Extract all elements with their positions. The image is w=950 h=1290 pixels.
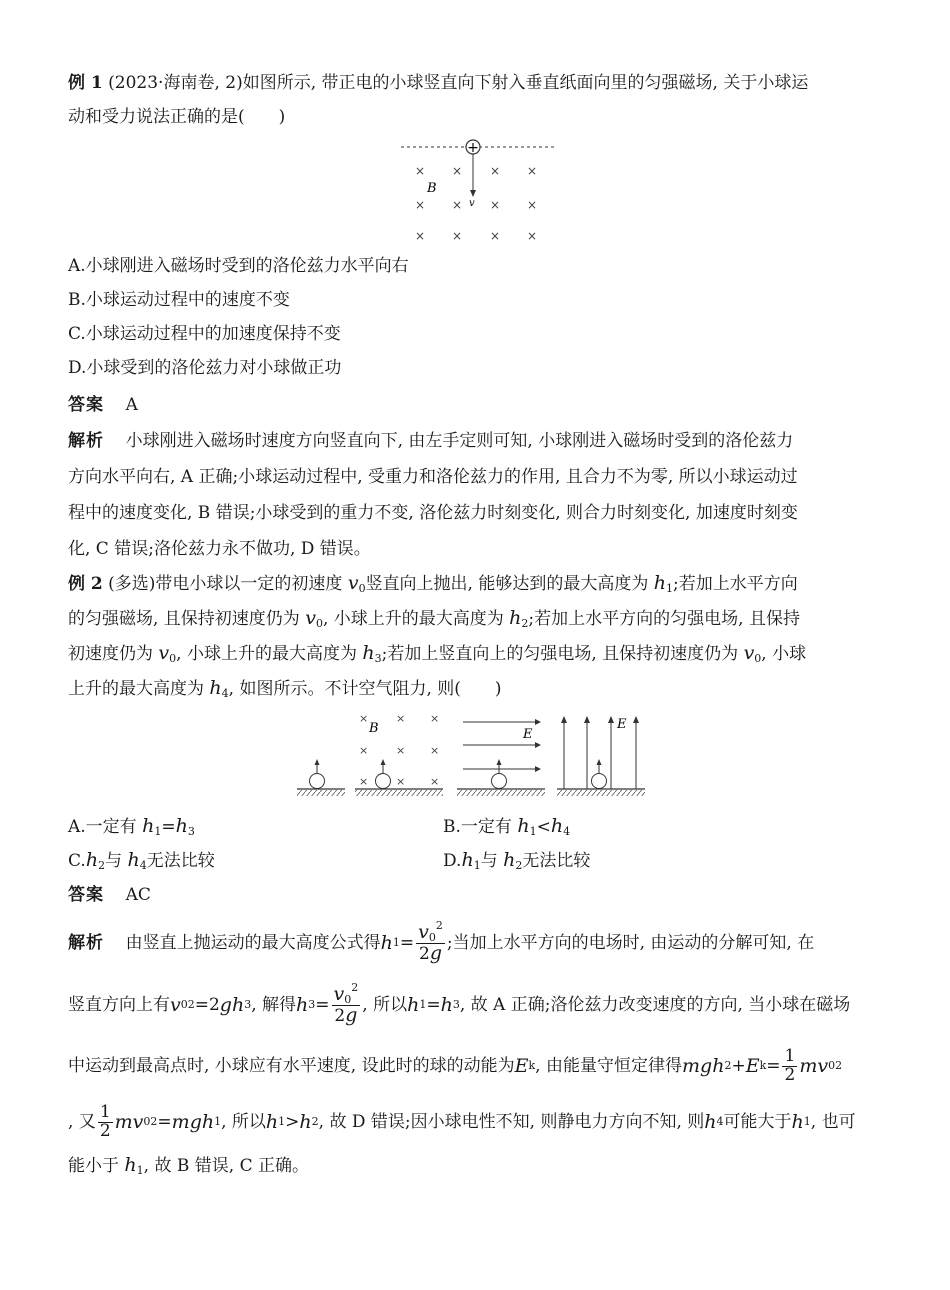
cross: × — [452, 198, 463, 212]
analysis-label: 解析 — [68, 933, 104, 953]
analysis-text: , 所以 — [221, 1112, 266, 1132]
sub: 3 — [187, 825, 195, 838]
var: h — [265, 1111, 279, 1133]
ex2-option-b — [443, 809, 570, 844]
cross: × — [490, 198, 501, 212]
var: v — [170, 994, 181, 1016]
cross: × — [396, 712, 406, 725]
analysis-label: 解析 — [68, 431, 104, 451]
sub: 1 — [136, 1164, 144, 1177]
var: h — [653, 572, 667, 594]
opt-text: B.一定有 — [443, 817, 518, 837]
fraction — [332, 980, 361, 1026]
ex1-option-c: C.小球运动过程中的加速度保持不变 — [68, 324, 341, 344]
den-num: 2 — [334, 1005, 346, 1026]
cross: × — [490, 164, 501, 178]
sub: 4 — [221, 687, 229, 700]
ex2-stem-4 — [68, 671, 880, 706]
stem-text: 上升的最大高度为 — [68, 679, 210, 699]
sub: 2 — [515, 859, 523, 872]
frac-den: 2 — [784, 1064, 796, 1085]
answer-label: 答案 — [68, 885, 104, 905]
frac-num: 1 — [99, 1101, 111, 1122]
ex1-option-b: B.小球运动过程中的速度不变 — [68, 290, 290, 310]
analysis-text: =2 — [194, 995, 220, 1015]
var: m — [681, 1055, 701, 1077]
analysis-text: , 故 B 错误, C 正确。 — [143, 1156, 309, 1176]
ex2-option-a — [68, 809, 195, 844]
op: = — [315, 995, 330, 1015]
analysis-text: , 故 D 错误;因小球电性不知, 则静电力方向不知, 则 — [318, 1112, 705, 1132]
ex1-stem-line1: 如图所示, 带正电的小球竖直向下射入垂直纸面向里的匀强磁场, 关于小球运 — [242, 73, 809, 93]
e-label: E — [617, 717, 627, 732]
stem-text: 初速度仍为 — [68, 644, 159, 664]
var: v — [132, 1111, 144, 1133]
answer-value: A — [125, 395, 138, 415]
velocity-arrow — [470, 190, 476, 197]
charge-symbol: + — [467, 140, 479, 156]
analysis-text: 竖直方向上有 — [68, 995, 170, 1015]
e-label: E — [523, 727, 533, 742]
cross: × — [527, 164, 538, 178]
var: h — [175, 815, 188, 837]
cross: × — [396, 744, 406, 757]
sub: 3 — [374, 652, 382, 665]
var: v — [158, 642, 170, 664]
ex2-stem-1 — [68, 566, 880, 601]
stem-text: ;若加上竖直向上的匀强电场, 且保持初速度仍为 — [381, 644, 744, 664]
analysis-text: , 所以 — [362, 995, 408, 1015]
field-crosses — [415, 164, 537, 243]
var: g — [700, 1055, 713, 1077]
opt-rel: < — [536, 817, 551, 837]
analysis-text: , 故 A 正确;洛伦兹力改变速度的方向, 当小球在磁场 — [459, 995, 851, 1015]
analysis-text: 能小于 — [68, 1156, 125, 1176]
opt-text: C. — [68, 851, 86, 871]
ex2-analysis-2: 竖直方向上有 v 0 2 =2 g h 3 , 解得 h 3 = $\frac{v_0^2}{2g}$ , 所以 h 1 = h 3 , 故 A 正确;洛伦兹力改变速度的方向, 当小球在磁场 — [68, 980, 851, 1026]
ex1-analysis-2: 方向水平向右, A 正确;小球运动过程中, 受重力和洛伦兹力的作用, 且合力不为零, 所以小球运动过 — [68, 467, 798, 487]
analysis-text: 可能大于 — [723, 1112, 792, 1132]
ex2-answer — [68, 878, 880, 912]
ex2-figure — [295, 708, 655, 800]
fraction — [416, 918, 445, 964]
analysis-text: 由竖直上抛运动的最大高度公式得 — [125, 933, 381, 953]
var: m — [799, 1055, 818, 1077]
opt-text: A.一定有 — [68, 817, 143, 837]
var: h — [201, 1111, 215, 1133]
var: h — [407, 994, 420, 1016]
stem-text: , 小球上升的最大高度为 — [322, 609, 510, 629]
ex1-label: 例 1 — [68, 73, 103, 93]
frac-den: 2 — [99, 1120, 111, 1141]
var: h — [440, 994, 453, 1016]
var: h — [296, 994, 309, 1016]
ex2-label: 例 2 — [68, 574, 103, 594]
var: h — [127, 849, 140, 871]
ex2-option-c — [68, 843, 215, 878]
op: = — [399, 933, 415, 953]
sub: 2 — [98, 859, 106, 872]
var: h — [124, 1154, 137, 1176]
ex1-stem-2 — [68, 100, 880, 134]
cross: × — [527, 198, 538, 212]
var: E — [514, 1055, 529, 1077]
cross: × — [415, 229, 426, 243]
sub: 1 — [529, 825, 537, 838]
sub: 0 — [169, 652, 177, 665]
frac-num: 1 — [784, 1045, 796, 1066]
ex2-stem-2 — [68, 601, 880, 636]
cross: × — [430, 775, 440, 788]
var: v — [305, 607, 316, 629]
cross: × — [490, 229, 501, 243]
den-num: 2 — [418, 943, 430, 964]
var: h — [209, 677, 222, 699]
var: v — [817, 1055, 829, 1077]
stem-text: , 如图所示。不计空气阻力, 则( ) — [228, 679, 502, 699]
fraction — [98, 1101, 113, 1141]
var: g — [429, 941, 442, 964]
sup: 2 — [351, 980, 359, 994]
var: h — [299, 1111, 312, 1133]
var: h — [712, 1055, 725, 1077]
var: m — [171, 1111, 190, 1133]
analysis-text: 小球刚进入磁场时速度方向竖直向下, 由左手定则可知, 小球刚进入磁场时受到的洛伦兹力 — [125, 431, 794, 451]
var: h — [362, 642, 375, 664]
b-label: B — [427, 181, 437, 196]
sub: 0 — [754, 652, 762, 665]
stem-text: ;若加上水平方向 — [673, 574, 798, 594]
analysis-text: , 又 — [68, 1112, 96, 1132]
opt-text: 无法比较 — [146, 851, 215, 871]
answer-label: 答案 — [68, 395, 104, 415]
sub: 4 — [563, 825, 571, 838]
ex1-figure — [395, 135, 560, 250]
ex1-answer — [68, 388, 880, 422]
cross: × — [359, 712, 369, 725]
ex1-source: (2023·海南卷, 2) — [108, 73, 243, 93]
cross: × — [430, 712, 440, 725]
sub: 0 — [358, 582, 366, 595]
analysis-text: , 解得 — [251, 995, 297, 1015]
answer-value: AC — [125, 885, 151, 905]
op: = — [766, 1056, 781, 1076]
ex1-option-a: A.小球刚进入磁场时受到的洛伦兹力水平向右 — [68, 256, 409, 276]
stem-text: , 小球 — [761, 644, 807, 664]
var: v — [333, 982, 345, 1005]
sub: 0 — [315, 617, 323, 630]
var: g — [189, 1111, 202, 1133]
var: h — [517, 815, 530, 837]
stem-text: 带电小球以一定的初速度 — [155, 574, 348, 594]
ex2-analysis-3: 中运动到最高点时, 小球应有水平速度, 设此时的球的动能为 E k , 由能量守恒定律得 m g h 2 + E k = $\frac{1}{2}$ m v 0 2 — [68, 1045, 843, 1085]
v-label: v — [469, 198, 475, 209]
var: g — [219, 994, 232, 1016]
var: h — [704, 1111, 717, 1133]
var: h — [791, 1111, 804, 1133]
ex1-analysis-3: 程中的速度变化, B 错误;小球受到的重力不变, 洛伦兹力时刻变化, 则合力时刻变化, 加速度时刻变 — [68, 503, 798, 523]
cross: × — [527, 229, 538, 243]
ex1-option-d: D.小球受到的洛伦兹力对小球做正功 — [68, 358, 342, 378]
sub: 1 — [666, 582, 674, 595]
opt-text: 与 — [480, 851, 504, 871]
var: h — [85, 849, 99, 871]
analysis-text: , 由能量守恒定律得 — [535, 1056, 682, 1076]
cross: × — [396, 775, 406, 788]
analysis-text: 中运动到最高点时, 小球应有水平速度, 设此时的球的动能为 — [68, 1056, 515, 1076]
var: h — [509, 607, 522, 629]
ex2-tag: (多选) — [108, 574, 156, 594]
opt-text: D. — [443, 851, 462, 871]
var: h — [142, 815, 155, 837]
opt-text: 与 — [105, 851, 128, 871]
var: g — [345, 1003, 358, 1026]
sup: 2 — [435, 918, 443, 932]
analysis-text: , 也可 — [810, 1112, 856, 1132]
cross: × — [415, 198, 426, 212]
cross: × — [452, 229, 463, 243]
cross: × — [452, 164, 463, 178]
stem-text: ;若加上水平方向的匀强电场, 且保持 — [528, 609, 800, 629]
panel-horizontal-field — [457, 719, 545, 796]
op: + — [731, 1056, 746, 1076]
var: h — [380, 932, 393, 954]
cross: × — [359, 775, 369, 788]
panel-plain — [297, 759, 345, 796]
ex2-analysis-4: , 又 $\frac{1}{2}$ m v 0 2 = m g h 1 , 所以 h 1 > h 2 , 故 D 错误;因小球电性不知, 则静电力方向不知, 则 h 4 可能大于 h 1 , 也可 — [68, 1101, 856, 1141]
op: = — [157, 1112, 172, 1132]
var: v — [743, 642, 755, 664]
fraction — [782, 1045, 797, 1085]
var: h — [461, 849, 474, 871]
var: v — [418, 920, 429, 943]
ex2-option-d — [443, 843, 590, 878]
var: h — [231, 994, 245, 1016]
cross: × — [430, 744, 440, 757]
opt-text: 无法比较 — [522, 851, 591, 871]
var: E — [745, 1055, 760, 1077]
sub: 1 — [154, 825, 162, 838]
cross: × — [359, 744, 369, 757]
ex2-stem-3 — [68, 636, 880, 671]
cross: × — [415, 164, 426, 178]
b-label: B — [369, 721, 379, 736]
stem-text: , 小球上升的最大高度为 — [176, 644, 363, 664]
stem-text: 的匀强磁场, 且保持初速度仍为 — [68, 609, 306, 629]
op: = — [426, 995, 441, 1015]
sub: 0 — [344, 992, 352, 1006]
ex1-analysis-4: 化, C 错误;洛伦兹力永不做功, D 错误。 — [68, 539, 371, 559]
analysis-text: ;当加上水平方向的电场时, 由运动的分解可知, 在 — [446, 933, 815, 953]
sub: 4 — [139, 859, 147, 872]
panel-magnetic — [355, 712, 443, 796]
ex2-analysis-1: 解析 由竖直上抛运动的最大高度公式得 h 1 = $\frac{v_0^2}{2g}$ ;当加上水平方向的电场时, 由运动的分解可知, 在 — [68, 918, 815, 964]
op: > — [285, 1112, 300, 1132]
opt-rel: = — [161, 817, 176, 837]
ex1-stem — [68, 66, 880, 100]
stem-text: 竖直向上抛出, 能够达到的最大高度为 — [365, 574, 654, 594]
sub: 2 — [521, 617, 529, 630]
var: h — [550, 815, 564, 837]
var: h — [503, 849, 516, 871]
panel-vertical-field — [557, 716, 645, 796]
ex1-stem-line2: 动和受力说法正确的是( ) — [68, 107, 286, 127]
ex1-analysis-1 — [68, 424, 880, 458]
sub: 1 — [473, 859, 481, 872]
ex2-analysis-5 — [68, 1148, 880, 1183]
var: v — [347, 572, 359, 594]
sub: 0 — [428, 930, 436, 944]
var: m — [114, 1111, 133, 1133]
